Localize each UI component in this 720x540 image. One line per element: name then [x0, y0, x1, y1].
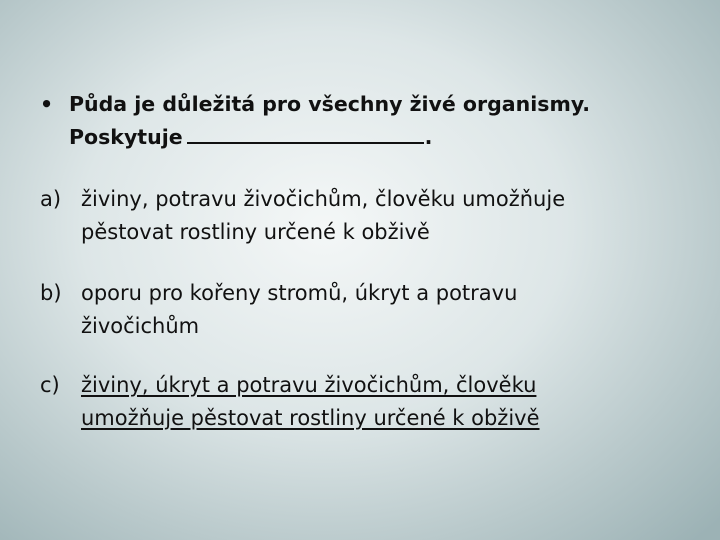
option-line-1: oporu pro kořeny stromů, úkryt a potravu [81, 281, 518, 305]
option-text [81, 369, 680, 435]
option-text [81, 183, 680, 249]
option-text [81, 277, 680, 343]
option-letter: c) [40, 373, 60, 397]
option-letter: a) [40, 187, 62, 211]
question-line-1: Půda je důležitá pro všechny živé organismy. [69, 92, 591, 116]
question [40, 88, 700, 154]
option-line-1: živiny, potravu živočichům, člověku umožňuje [81, 187, 566, 211]
question-line-2-start: Poskytuje [69, 125, 183, 149]
option-line-2: živočichům [81, 314, 200, 338]
option-letter: b) [40, 281, 62, 305]
option-line-1: živiny, úkryt a potravu živočichům, člověku [81, 373, 537, 397]
option-b[interactable] [40, 277, 680, 343]
answer-blank [187, 122, 424, 144]
question-text [69, 88, 700, 154]
option-line-2: umožňuje pěstovat rostliny určené k obživě [81, 406, 540, 430]
option-line-2: pěstovat rostliny určené k obživě [81, 220, 430, 244]
bullet-icon: • [40, 92, 54, 116]
option-c[interactable] [40, 369, 680, 435]
option-a[interactable] [40, 183, 680, 249]
question-line-2-end: . [424, 125, 433, 149]
